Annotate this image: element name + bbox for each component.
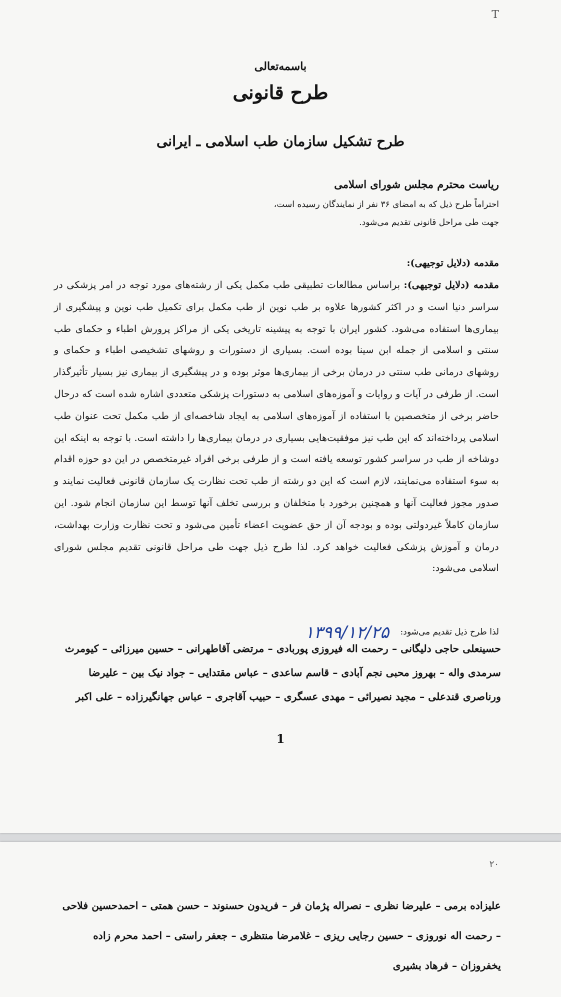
signers-line: علیزاده برمی – علیرضا نظری – نصراله پژمان فر – فریدون حسنوند – حسن همتی – احمدحسین فلاحی: [62, 900, 501, 912]
signers-line: یخفروزان – فرهاد بشیری: [392, 960, 501, 972]
address-line-1: احتراماً طرح ذیل که به امضای ۳۶ نفر از نمایندگان رسیده است،: [273, 200, 499, 210]
address-line-2: جهت طی مراحل قانونی تقدیم می‌شود.: [359, 218, 499, 228]
document-type-heading: طرح قانونی: [232, 82, 329, 104]
signature-intro: لذا طرح ذیل تقدیم می‌شود:: [400, 627, 499, 638]
signers-line: ورناصری قندعلی – مجید نصیرائی – مهدی عسگری – حبیب آقاجری – عباس جهانگیرزاده – علی اکبر: [75, 691, 501, 703]
signers-line: سرمدی واله – بهروز محبی نجم آبادی – قاسم ساعدی – عباس مقتدایی – جواد نیک بین – علیرضا: [88, 667, 501, 679]
signers-line: – رحمت اله نوروزی – حسین رجایی ریزی – غلامرضا منتظری – جعفر راستی – احمد محرم زاده: [93, 930, 501, 942]
signers-line: حسینعلی حاجی دلیگانی – رحمت اله فیروزی پوربادی – مرتضی آقاطهرانی – حسین میرزائی – کیومرث: [64, 643, 501, 655]
signature-date-row: [305, 622, 499, 643]
page-number: 1: [276, 732, 285, 746]
intro-text: براساس مطالعات تطبیقی طب مکمل یکی از رشته‌های مورد توجه در امر پزشکی در سراسر دنیا است و در اکثر کشورها علاوه بر طب نوین از طب مکمل برای تکمیل طب نوین و پیشگیری از بیماری‌ها استفاده می‌شود. کشور ایران با توجه به پیشینه تاریخی یکی از مراکز پرورش اطباء و حکمای طب سنتی و اسلامی از جمله ابن سینا بوده است. بسیاری از دستورات و روشهای تشخیصی اطباء و حکمای و روشهای درمانی طب سنتی در درمان برخی از بیماری‌ها موثر بوده و در پیشگیری از بیماری نیز بسیار تأثیرگذار است. از طرفی در آیات و روایات و آموزه‌های اسلامی به دستورات پزشکی متعددی اشاره شده است که درحال حاضر برخی از متخصصین با استفاده از آموزه‌های اسلامی به ایجاد شاخصه‌ای از طب مکمل تحت عنوان طب اسلامی پرداخته‌اند که این طب نیز موفقیت‌هایی بسیاری در درمان بیماری‌ها را داشته است. با توجه به اینکه این دوشاخه از طب در سراسر کشور توسعه یافته است و از طرفی برخی افراد غیرمتخصص در این دو حوزه اقدام به سوء استفاده می‌نمایند، لازم است که این دو رشته از طب تحت نظارت یک سازمان قانونی فعالیت نمایند و صدور مجوز فعالیت آنها و همچنین برخورد با متخلفان و بررسی تخلف آنها توسط این سازمان انجام شود. این سازمان کاملاً غیردولتی بوده و بودجه آن از حق عضویت اعضاء تأمین می‌شود و تحت نظارت وزارت بهداشت، درمان و آموزش پزشکی فعالیت خواهد کرد. لذا طرح ذیل جهت طی مراحل قانونی تقدیم مجلس شورای اسلامی می‌شود:: [54, 280, 499, 575]
corner-mark: ۲۰: [489, 860, 499, 870]
handwritten-date: ۱۳۹۹/۱۲/۲۵: [304, 622, 390, 643]
plan-title: طرح تشکیل سازمان طب اسلامی ـ ایرانی: [156, 134, 405, 150]
recipient-line: ریاست محترم مجلس شورای اسلامی: [334, 179, 499, 191]
intro-paragraph: [54, 275, 499, 580]
intro-heading: مقدمه (دلایل توجیهی):: [406, 258, 499, 269]
intro-label: مقدمه (دلایل توجیهی):: [403, 280, 500, 291]
corner-mark: T: [491, 8, 499, 21]
document-page-2: [0, 842, 561, 997]
basmala: باسمه‌تعالی: [254, 60, 307, 73]
